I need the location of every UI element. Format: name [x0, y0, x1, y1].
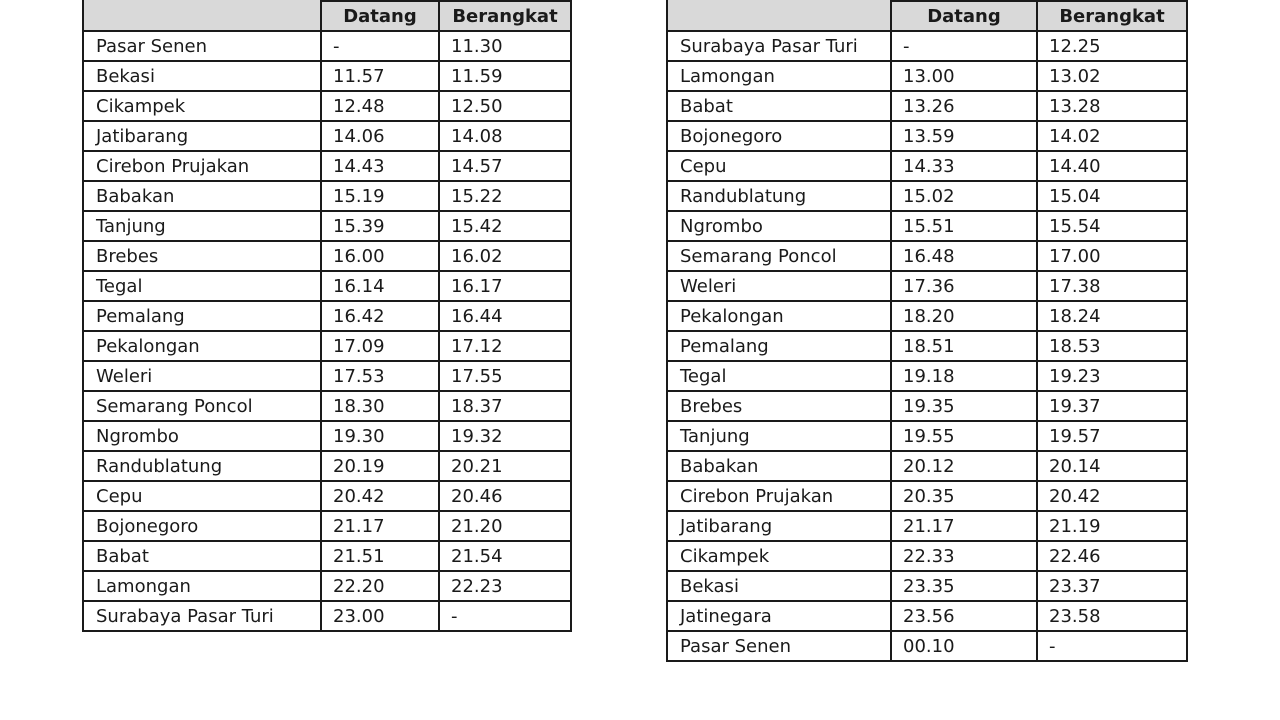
arrive-time-cell: 17.53: [321, 361, 439, 391]
station-cell: Cikampek: [667, 541, 891, 571]
arrive-time-cell: 15.51: [891, 211, 1037, 241]
station-cell: Weleri: [83, 361, 321, 391]
depart-time-cell: 16.17: [439, 271, 571, 301]
arrive-time-cell: 21.51: [321, 541, 439, 571]
depart-time-cell: 22.23: [439, 571, 571, 601]
arrive-time-cell: 14.33: [891, 151, 1037, 181]
arrive-time-cell: 16.42: [321, 301, 439, 331]
table-row: [667, 121, 1187, 151]
depart-time-cell: 21.19: [1037, 511, 1187, 541]
station-cell: Tegal: [83, 271, 321, 301]
column-header-depart: Berangkat: [1037, 1, 1187, 31]
depart-time-cell: 23.37: [1037, 571, 1187, 601]
station-cell: Lamongan: [83, 571, 321, 601]
station-cell: Bojonegoro: [83, 511, 321, 541]
arrive-time-cell: 00.10: [891, 631, 1037, 661]
table-row: [83, 541, 571, 571]
arrive-time-cell: 18.51: [891, 331, 1037, 361]
depart-time-cell: 15.22: [439, 181, 571, 211]
schedule-table-left: [82, 0, 572, 632]
depart-time-cell: 17.12: [439, 331, 571, 361]
station-cell: Tegal: [667, 361, 891, 391]
station-cell: Cepu: [667, 151, 891, 181]
column-header-station: [667, 0, 891, 31]
station-cell: Pekalongan: [667, 301, 891, 331]
depart-time-cell: 17.00: [1037, 241, 1187, 271]
station-cell: Weleri: [667, 271, 891, 301]
table-row: [83, 91, 571, 121]
table-row: [83, 31, 571, 61]
arrive-time-cell: 13.00: [891, 61, 1037, 91]
station-cell: Pekalongan: [83, 331, 321, 361]
table-row: [83, 211, 571, 241]
arrive-time-cell: 16.14: [321, 271, 439, 301]
station-cell: Pemalang: [667, 331, 891, 361]
column-header-arrive: Datang: [891, 1, 1037, 31]
column-header-arrive: Datang: [321, 1, 439, 31]
arrive-time-cell: 21.17: [891, 511, 1037, 541]
depart-time-cell: 14.02: [1037, 121, 1187, 151]
table-row: [667, 61, 1187, 91]
table-row: [83, 571, 571, 601]
arrive-time-cell: 20.42: [321, 481, 439, 511]
table-row: [83, 391, 571, 421]
depart-time-cell: 16.02: [439, 241, 571, 271]
table-row: [83, 151, 571, 181]
depart-time-cell: 20.21: [439, 451, 571, 481]
depart-time-cell: 19.32: [439, 421, 571, 451]
table-row: [83, 481, 571, 511]
station-cell: Ngrombo: [667, 211, 891, 241]
table-row: [667, 361, 1187, 391]
arrive-time-cell: 14.43: [321, 151, 439, 181]
depart-time-cell: 21.20: [439, 511, 571, 541]
arrive-time-cell: 14.06: [321, 121, 439, 151]
schedule-table-right: [666, 0, 1188, 662]
station-cell: Tanjung: [667, 421, 891, 451]
table-row: [667, 451, 1187, 481]
arrive-time-cell: 22.33: [891, 541, 1037, 571]
table-row: [83, 601, 571, 631]
depart-time-cell: 15.04: [1037, 181, 1187, 211]
station-cell: Babat: [83, 541, 321, 571]
station-cell: Brebes: [83, 241, 321, 271]
station-cell: Ngrombo: [83, 421, 321, 451]
depart-time-cell: 20.14: [1037, 451, 1187, 481]
depart-time-cell: 14.08: [439, 121, 571, 151]
table-row: [667, 481, 1187, 511]
arrive-time-cell: 19.35: [891, 391, 1037, 421]
column-header-station: [83, 0, 321, 31]
arrive-time-cell: 13.59: [891, 121, 1037, 151]
table-row: [667, 151, 1187, 181]
station-cell: Lamongan: [667, 61, 891, 91]
table-row: [667, 301, 1187, 331]
table-row: [667, 601, 1187, 631]
table-row: [667, 271, 1187, 301]
arrive-time-cell: 23.56: [891, 601, 1037, 631]
station-cell: Semarang Poncol: [83, 391, 321, 421]
table-row: [83, 361, 571, 391]
arrive-time-cell: 18.30: [321, 391, 439, 421]
table-row: [83, 301, 571, 331]
depart-time-cell: 15.54: [1037, 211, 1187, 241]
arrive-time-cell: 13.26: [891, 91, 1037, 121]
station-cell: Bekasi: [83, 61, 321, 91]
station-cell: Bojonegoro: [667, 121, 891, 151]
arrive-time-cell: 15.02: [891, 181, 1037, 211]
table-row: [83, 181, 571, 211]
arrive-time-cell: 20.19: [321, 451, 439, 481]
schedule-body-left: [83, 31, 571, 631]
arrive-time-cell: 20.12: [891, 451, 1037, 481]
arrive-time-cell: 15.39: [321, 211, 439, 241]
table-row: [83, 331, 571, 361]
depart-time-cell: 11.30: [439, 31, 571, 61]
station-cell: Pasar Senen: [667, 631, 891, 661]
station-cell: Bekasi: [667, 571, 891, 601]
arrive-time-cell: -: [891, 31, 1037, 61]
station-cell: Surabaya Pasar Turi: [83, 601, 321, 631]
depart-time-cell: 23.58: [1037, 601, 1187, 631]
arrive-time-cell: 21.17: [321, 511, 439, 541]
depart-time-cell: 21.54: [439, 541, 571, 571]
arrive-time-cell: 23.35: [891, 571, 1037, 601]
station-cell: Randublatung: [83, 451, 321, 481]
depart-time-cell: 19.23: [1037, 361, 1187, 391]
station-cell: Babat: [667, 91, 891, 121]
depart-time-cell: 17.38: [1037, 271, 1187, 301]
column-header-depart: Berangkat: [439, 1, 571, 31]
arrive-time-cell: 19.30: [321, 421, 439, 451]
arrive-time-cell: 17.09: [321, 331, 439, 361]
depart-time-cell: 13.02: [1037, 61, 1187, 91]
table-row: [83, 61, 571, 91]
station-cell: Cirebon Prujakan: [83, 151, 321, 181]
table-row: [83, 451, 571, 481]
table-row: [83, 121, 571, 151]
table-row: [667, 211, 1187, 241]
station-cell: Jatibarang: [667, 511, 891, 541]
table-row: [83, 271, 571, 301]
station-cell: Jatinegara: [667, 601, 891, 631]
depart-time-cell: -: [439, 601, 571, 631]
station-cell: Brebes: [667, 391, 891, 421]
depart-time-cell: 16.44: [439, 301, 571, 331]
depart-time-cell: 14.40: [1037, 151, 1187, 181]
station-cell: Pasar Senen: [83, 31, 321, 61]
station-cell: Babakan: [83, 181, 321, 211]
arrive-time-cell: 19.55: [891, 421, 1037, 451]
station-cell: Cikampek: [83, 91, 321, 121]
station-cell: Cepu: [83, 481, 321, 511]
depart-time-cell: 20.42: [1037, 481, 1187, 511]
depart-time-cell: 18.24: [1037, 301, 1187, 331]
depart-time-cell: 19.37: [1037, 391, 1187, 421]
station-cell: Semarang Poncol: [667, 241, 891, 271]
depart-time-cell: 22.46: [1037, 541, 1187, 571]
table-row: [83, 511, 571, 541]
table-row: [667, 91, 1187, 121]
depart-time-cell: -: [1037, 631, 1187, 661]
depart-time-cell: 12.25: [1037, 31, 1187, 61]
table-row: [667, 331, 1187, 361]
table-row: [667, 31, 1187, 61]
arrive-time-cell: 15.19: [321, 181, 439, 211]
arrive-time-cell: 23.00: [321, 601, 439, 631]
depart-time-cell: 13.28: [1037, 91, 1187, 121]
station-cell: Randublatung: [667, 181, 891, 211]
arrive-time-cell: 17.36: [891, 271, 1037, 301]
station-cell: Jatibarang: [83, 121, 321, 151]
arrive-time-cell: 18.20: [891, 301, 1037, 331]
table-row: [667, 631, 1187, 661]
arrive-time-cell: 16.48: [891, 241, 1037, 271]
depart-time-cell: 12.50: [439, 91, 571, 121]
table-row: [667, 541, 1187, 571]
station-cell: Pemalang: [83, 301, 321, 331]
schedule-body-right: [667, 31, 1187, 661]
station-cell: Surabaya Pasar Turi: [667, 31, 891, 61]
depart-time-cell: 14.57: [439, 151, 571, 181]
arrive-time-cell: -: [321, 31, 439, 61]
arrive-time-cell: 12.48: [321, 91, 439, 121]
table-row: [83, 241, 571, 271]
depart-time-cell: 20.46: [439, 481, 571, 511]
depart-time-cell: 18.53: [1037, 331, 1187, 361]
station-cell: Cirebon Prujakan: [667, 481, 891, 511]
table-row: [667, 391, 1187, 421]
table-row: [667, 571, 1187, 601]
arrive-time-cell: 19.18: [891, 361, 1037, 391]
arrive-time-cell: 16.00: [321, 241, 439, 271]
table-row: [667, 511, 1187, 541]
depart-time-cell: 18.37: [439, 391, 571, 421]
table-row: [667, 181, 1187, 211]
arrive-time-cell: 22.20: [321, 571, 439, 601]
table-row: [667, 421, 1187, 451]
station-cell: Tanjung: [83, 211, 321, 241]
arrive-time-cell: 20.35: [891, 481, 1037, 511]
depart-time-cell: 19.57: [1037, 421, 1187, 451]
station-cell: Babakan: [667, 451, 891, 481]
depart-time-cell: 11.59: [439, 61, 571, 91]
depart-time-cell: 15.42: [439, 211, 571, 241]
table-row: [667, 241, 1187, 271]
table-row: [83, 421, 571, 451]
arrive-time-cell: 11.57: [321, 61, 439, 91]
depart-time-cell: 17.55: [439, 361, 571, 391]
